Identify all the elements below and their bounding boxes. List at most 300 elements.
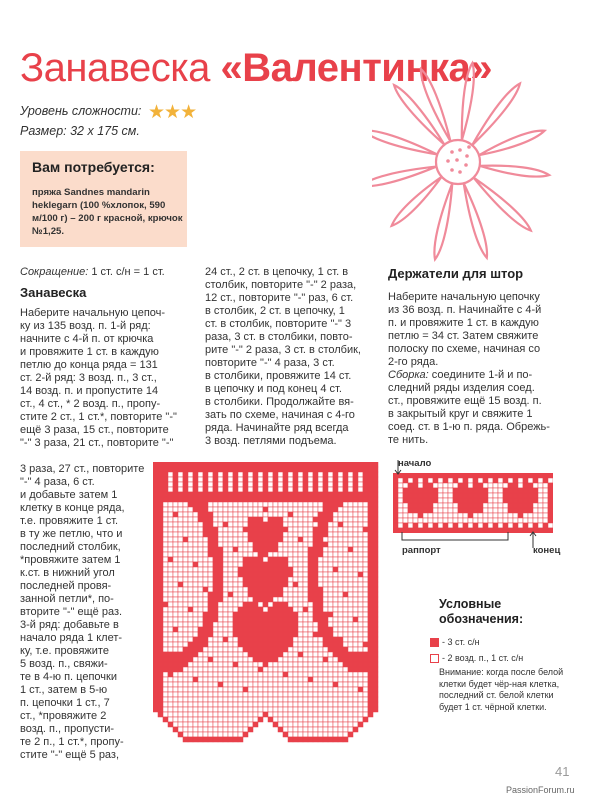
chart-cell	[168, 572, 173, 577]
chart-cell	[223, 682, 228, 687]
assembly-label: Сборка:	[388, 369, 429, 381]
chart-cell	[198, 622, 203, 627]
chart-cell	[233, 562, 238, 567]
chart-cell	[173, 667, 178, 672]
holder-cell	[393, 523, 398, 528]
chart-cell	[258, 462, 263, 467]
chart-cell	[338, 482, 343, 487]
chart-cell	[263, 612, 268, 617]
chart-cell	[273, 562, 278, 567]
chart-cell	[373, 632, 378, 637]
chart-cell	[213, 737, 218, 742]
chart-cell	[303, 522, 308, 527]
chart-cell	[353, 487, 358, 492]
chart-cell	[223, 702, 228, 707]
holder-cell	[413, 523, 418, 528]
holder-cell	[408, 503, 413, 508]
flower-petal	[388, 175, 446, 228]
holder-cell	[548, 508, 553, 513]
chart-cell	[313, 542, 318, 547]
chart-cell	[228, 472, 233, 477]
chart-cell	[153, 572, 158, 577]
chart-cell	[343, 717, 348, 722]
chart-cell	[288, 652, 293, 657]
chart-cell	[338, 467, 343, 472]
chart-cell	[158, 697, 163, 702]
chart-cell	[213, 517, 218, 522]
chart-cell	[258, 507, 263, 512]
chart-cell	[348, 637, 353, 642]
curtain-text-1: Наберите начальную цепоч- ку из 135 возд. п. 1-й ряд: начните с 4-й п. от крючка и провяжите 1 ст. в каждую петлю до конца ряда = 131 ст. 2-й ряд: 3 возд. п., 3 ст., 14 возд. п. и пропустите 14 ст., 4 ст., * 2 возд. п., пропу- стите 2 ст., 1 ст.*, повторите "-" ещё 3 раза, 15 ст., повторите "-" 3 раза, 21 ст., повторите "-"	[20, 307, 177, 449]
chart-cell	[273, 617, 278, 622]
chart-cell	[308, 657, 313, 662]
chart-cell	[343, 722, 348, 727]
bracket-icon	[400, 530, 510, 550]
chart-cell	[348, 647, 353, 652]
chart-cell	[243, 592, 248, 597]
chart-cell	[193, 542, 198, 547]
chart-cell	[368, 497, 373, 502]
chart-cell	[263, 637, 268, 642]
chart-cell	[333, 572, 338, 577]
chart-cell	[298, 682, 303, 687]
chart-cell	[153, 672, 158, 677]
holder-cell	[508, 498, 513, 503]
chart-cell	[373, 462, 378, 467]
chart-cell	[203, 567, 208, 572]
chart-cell	[358, 477, 363, 482]
chart-cell	[243, 692, 248, 697]
chart-cell	[328, 472, 333, 477]
holder-cell	[478, 488, 483, 493]
chart-cell	[238, 497, 243, 502]
chart-cell	[213, 562, 218, 567]
holder-cell	[423, 483, 428, 488]
chart-cell	[253, 702, 258, 707]
chart-cell	[173, 497, 178, 502]
chart-cell	[283, 647, 288, 652]
chart-cell	[333, 622, 338, 627]
chart-cell	[343, 677, 348, 682]
chart-cell	[308, 707, 313, 712]
chart-cell	[178, 697, 183, 702]
chart-cell	[168, 492, 173, 497]
chart-cell	[318, 552, 323, 557]
chart-cell	[318, 647, 323, 652]
chart-cell	[238, 622, 243, 627]
chart-cell	[293, 637, 298, 642]
chart-cell	[368, 662, 373, 667]
chart-cell	[213, 607, 218, 612]
chart-cell	[273, 557, 278, 562]
chart-cell	[258, 637, 263, 642]
chart-cell	[193, 532, 198, 537]
chart-cell	[183, 557, 188, 562]
chart-cell	[268, 497, 273, 502]
chart-cell	[358, 657, 363, 662]
chart-cell	[218, 612, 223, 617]
chart-cell	[263, 697, 268, 702]
chart-cell	[278, 602, 283, 607]
chart-cell	[343, 607, 348, 612]
chart-cell	[338, 607, 343, 612]
chart-cell	[208, 652, 213, 657]
chart-cell	[333, 667, 338, 672]
chart-cell	[193, 482, 198, 487]
chart-cell	[223, 477, 228, 482]
chart-cell	[278, 517, 283, 522]
chart-cell	[213, 577, 218, 582]
chart-cell	[373, 642, 378, 647]
chart-cell	[183, 642, 188, 647]
chart-cell	[268, 602, 273, 607]
chart-cell	[223, 552, 228, 557]
chart-cell	[278, 512, 283, 517]
holder-cell	[403, 503, 408, 508]
chart-cell	[243, 467, 248, 472]
chart-cell	[228, 572, 233, 577]
chart-cell	[173, 527, 178, 532]
chart-cell	[273, 522, 278, 527]
chart-cell	[183, 627, 188, 632]
chart-cell	[273, 477, 278, 482]
chart-cell	[278, 582, 283, 587]
chart-cell	[323, 507, 328, 512]
chart-cell	[358, 592, 363, 597]
chart-cell	[288, 532, 293, 537]
chart-cell	[323, 607, 328, 612]
chart-cell	[258, 472, 263, 477]
holder-cell	[453, 518, 458, 523]
chart-cell	[343, 507, 348, 512]
chart-cell	[353, 557, 358, 562]
chart-cell	[373, 587, 378, 592]
holder-cell	[483, 508, 488, 513]
chart-cell	[168, 557, 173, 562]
chart-cell	[218, 597, 223, 602]
chart-cell	[338, 677, 343, 682]
chart-cell	[223, 467, 228, 472]
chart-cell	[188, 482, 193, 487]
chart-cell	[153, 627, 158, 632]
chart-cell	[168, 562, 173, 567]
chart-cell	[363, 462, 368, 467]
holder-cell	[448, 473, 453, 478]
chart-cell	[168, 647, 173, 652]
holder-cell	[423, 473, 428, 478]
chart-cell	[353, 627, 358, 632]
chart-cell	[333, 552, 338, 557]
chart-cell	[268, 652, 273, 657]
chart-cell	[173, 512, 178, 517]
chart-cell	[188, 692, 193, 697]
chart-cell	[308, 497, 313, 502]
chart-cell	[248, 477, 253, 482]
holder-cell	[493, 488, 498, 493]
chart-cell	[223, 532, 228, 537]
chart-cell	[163, 487, 168, 492]
chart-cell	[308, 597, 313, 602]
chart-cell	[193, 527, 198, 532]
chart-cell	[188, 642, 193, 647]
chart-cell	[303, 552, 308, 557]
chart-cell	[198, 602, 203, 607]
chart-cell	[158, 547, 163, 552]
chart-cell	[303, 717, 308, 722]
chart-cell	[358, 537, 363, 542]
chart-cell	[278, 612, 283, 617]
chart-cell	[228, 732, 233, 737]
chart-cell	[338, 687, 343, 692]
holder-cell	[518, 513, 523, 518]
chart-cell	[263, 507, 268, 512]
chart-cell	[273, 622, 278, 627]
chart-cell	[373, 532, 378, 537]
chart-cell	[318, 662, 323, 667]
chart-cell	[333, 712, 338, 717]
chart-cell	[333, 692, 338, 697]
chart-cell	[198, 637, 203, 642]
chart-cell	[198, 732, 203, 737]
holder-cell	[528, 513, 533, 518]
chart-cell	[268, 577, 273, 582]
chart-cell	[173, 487, 178, 492]
chart-cell	[308, 717, 313, 722]
chart-cell	[198, 467, 203, 472]
chart-cell	[153, 632, 158, 637]
chart-cell	[368, 562, 373, 567]
chart-cell	[208, 672, 213, 677]
holder-cell	[523, 523, 528, 528]
holder-cell	[508, 493, 513, 498]
chart-cell	[348, 707, 353, 712]
chart-cell	[258, 617, 263, 622]
chart-cell	[288, 707, 293, 712]
chart-cell	[323, 617, 328, 622]
chart-cell	[218, 527, 223, 532]
chart-cell	[313, 502, 318, 507]
flower-petal	[430, 183, 458, 261]
chart-cell	[233, 557, 238, 562]
chart-cell	[308, 467, 313, 472]
chart-cell	[223, 512, 228, 517]
chart-cell	[318, 597, 323, 602]
chart-cell	[313, 647, 318, 652]
chart-cell	[183, 567, 188, 572]
chart-cell	[233, 657, 238, 662]
chart-cell	[213, 732, 218, 737]
chart-cell	[268, 572, 273, 577]
chart-cell	[358, 697, 363, 702]
chart-cell	[333, 462, 338, 467]
chart-cell	[363, 682, 368, 687]
holder-cell	[513, 523, 518, 528]
chart-cell	[298, 722, 303, 727]
chart-cell	[373, 647, 378, 652]
chart-cell	[313, 712, 318, 717]
chart-cell	[228, 702, 233, 707]
chart-cell	[248, 472, 253, 477]
chart-cell	[283, 487, 288, 492]
chart-cell	[268, 532, 273, 537]
chart-cell	[168, 667, 173, 672]
chart-cell	[348, 527, 353, 532]
chart-cell	[218, 692, 223, 697]
chart-cell	[288, 697, 293, 702]
chart-cell	[323, 647, 328, 652]
arrow-icon	[394, 460, 402, 476]
holder-cell	[483, 518, 488, 523]
chart-cell	[248, 627, 253, 632]
chart-cell	[263, 582, 268, 587]
chart-cell	[173, 547, 178, 552]
chart-cell	[163, 577, 168, 582]
chart-cell	[338, 517, 343, 522]
chart-cell	[243, 657, 248, 662]
chart-cell	[278, 577, 283, 582]
chart-cell	[213, 522, 218, 527]
chart-cell	[358, 487, 363, 492]
chart-cell	[213, 667, 218, 672]
holder-cell	[453, 493, 458, 498]
chart-cell	[228, 552, 233, 557]
holder-cell	[398, 508, 403, 513]
chart-cell	[358, 527, 363, 532]
chart-cell	[193, 582, 198, 587]
chart-cell	[348, 482, 353, 487]
chart-cell	[173, 632, 178, 637]
chart-cell	[353, 597, 358, 602]
chart-cell	[288, 632, 293, 637]
holder-cell	[418, 493, 423, 498]
chart-cell	[343, 662, 348, 667]
chart-cell	[273, 487, 278, 492]
chart-cell	[228, 487, 233, 492]
chart-cell	[238, 607, 243, 612]
chart-cell	[173, 502, 178, 507]
chart-cell	[363, 672, 368, 677]
chart-cell	[253, 492, 258, 497]
chart-cell	[198, 612, 203, 617]
chart-cell	[303, 537, 308, 542]
chart-cell	[223, 522, 228, 527]
chart-cell	[213, 462, 218, 467]
chart-cell	[338, 617, 343, 622]
chart-cell	[363, 592, 368, 597]
chart-cell	[283, 462, 288, 467]
chart-cell	[268, 557, 273, 562]
chart-cell	[328, 587, 333, 592]
chart-cell	[303, 622, 308, 627]
chart-cell	[233, 552, 238, 557]
chart-cell	[273, 707, 278, 712]
chart-cell	[333, 657, 338, 662]
chart-cell	[313, 482, 318, 487]
chart-cell	[158, 692, 163, 697]
chart-cell	[203, 612, 208, 617]
chart-cell	[188, 532, 193, 537]
chart-cell	[343, 657, 348, 662]
chart-cell	[363, 487, 368, 492]
chart-cell	[163, 582, 168, 587]
chart-cell	[343, 672, 348, 677]
chart-cell	[243, 727, 248, 732]
chart-cell	[273, 512, 278, 517]
chart-cell	[343, 462, 348, 467]
chart-cell	[363, 637, 368, 642]
chart-cell	[228, 462, 233, 467]
chart-cell	[173, 597, 178, 602]
holder-cell	[418, 518, 423, 523]
chart-cell	[323, 562, 328, 567]
chart-cell	[238, 687, 243, 692]
chart-cell	[328, 707, 333, 712]
chart-cell	[343, 562, 348, 567]
chart-cell	[273, 637, 278, 642]
chart-cell	[368, 537, 373, 542]
chart-cell	[163, 682, 168, 687]
chart-cell	[178, 657, 183, 662]
chart-cell	[293, 627, 298, 632]
chart-cell	[248, 617, 253, 622]
chart-cell	[288, 667, 293, 672]
chart-cell	[243, 567, 248, 572]
chart-cell	[218, 507, 223, 512]
chart-cell	[368, 477, 373, 482]
chart-cell	[278, 597, 283, 602]
chart-cell	[308, 702, 313, 707]
chart-cell	[183, 497, 188, 502]
chart-cell	[308, 532, 313, 537]
chart-cell	[168, 567, 173, 572]
chart-cell	[343, 557, 348, 562]
chart-cell	[348, 692, 353, 697]
chart-cell	[218, 727, 223, 732]
chart-cell	[273, 717, 278, 722]
chart-cell	[173, 612, 178, 617]
chart-cell	[173, 587, 178, 592]
chart-cell	[268, 702, 273, 707]
chart-cell	[193, 602, 198, 607]
chart-cell	[373, 697, 378, 702]
chart-cell	[318, 637, 323, 642]
chart-cell	[358, 712, 363, 717]
chart-cell	[248, 672, 253, 677]
chart-cell	[278, 607, 283, 612]
chart-cell	[268, 562, 273, 567]
chart-cell	[193, 547, 198, 552]
chart-cell	[173, 617, 178, 622]
chart-cell	[173, 537, 178, 542]
chart-cell	[268, 692, 273, 697]
chart-cell	[183, 682, 188, 687]
chart-cell	[243, 647, 248, 652]
chart-cell	[313, 602, 318, 607]
chart-cell	[298, 537, 303, 542]
chart-cell	[188, 612, 193, 617]
chart-cell	[358, 652, 363, 657]
holder-cell	[533, 478, 538, 483]
chart-cell	[368, 657, 373, 662]
chart-cell	[293, 682, 298, 687]
chart-cell	[203, 487, 208, 492]
chart-cell	[248, 642, 253, 647]
chart-cell	[363, 597, 368, 602]
chart-cell	[368, 552, 373, 557]
holder-cell	[433, 478, 438, 483]
chart-cell	[258, 542, 263, 547]
chart-cell	[348, 677, 353, 682]
